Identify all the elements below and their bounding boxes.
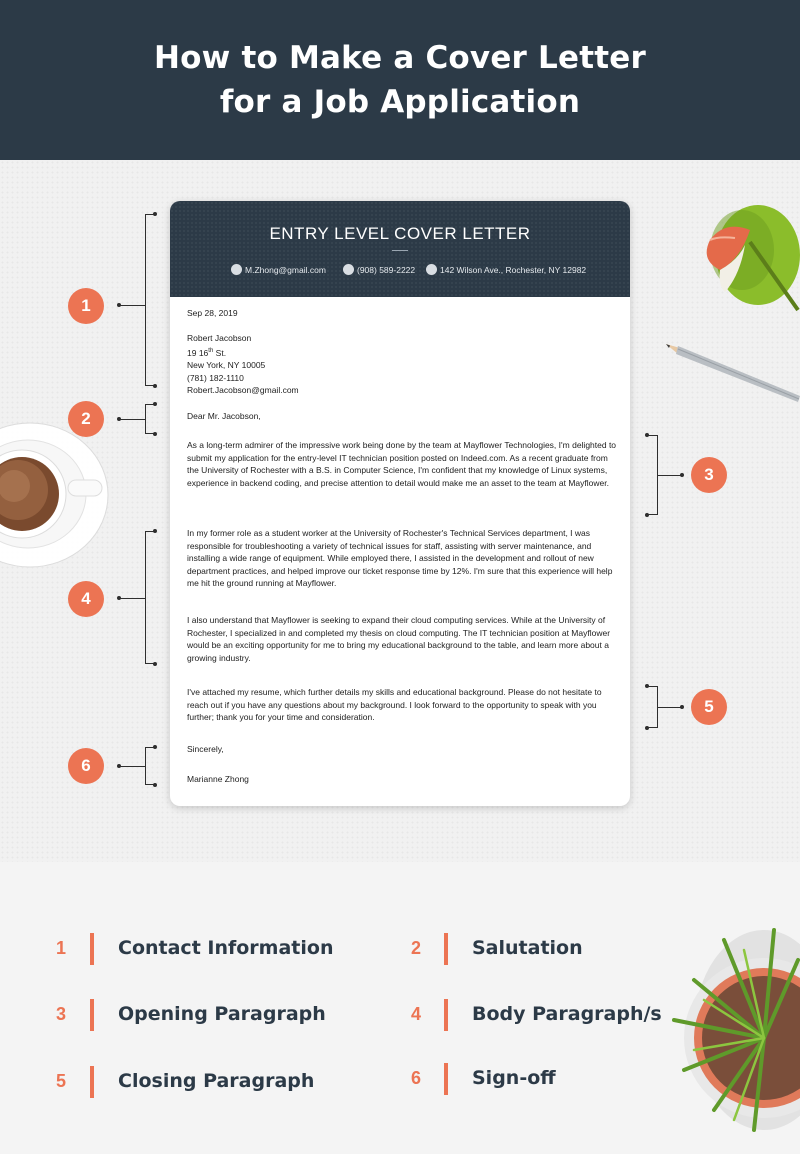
signature: Marianne Zhong [187,774,249,784]
letter-header [170,201,630,297]
contact-address-text: 142 Wilson Ave., Rochester, NY 12982 [440,264,587,275]
bracket-3 [648,435,658,515]
contact-phone [343,264,415,275]
phone-icon [343,264,354,275]
contact-email-text: M.Zhong@gmail.com [245,264,326,275]
badge-1: 1 [68,288,104,324]
recipient-phone: (781) 182-1110 [187,372,244,383]
legend-bar-4 [444,999,448,1031]
contact-row [170,264,630,278]
recipient-block [187,332,617,397]
badge-2: 2 [68,401,104,437]
flower-image [680,200,800,340]
body-paragraph-1: In my former role as a student worker at the University of Rochester's Technical Services department, I was responsible for troubleshooting a variety of technical issues for staff, assisting with server maintenance, and installing a wide range of equipment. While employed there, I assisted in the development and rollout of new department practices, and helped improve our ticket response time by 12%. I'm sure that this experience will help me hit the ground running at Mayflower. [187,528,613,589]
pencil-image [662,336,800,416]
contact-email [231,264,326,275]
legend-num-3: 3 [56,1004,67,1024]
opening-paragraph: As a long-term admirer of the impressive work being done by the team at Mayflower Technologies, I'm delighted to submit my application for the entry-level IT technician position posted on Indeed.com. As a recent graduate from the University of Rochester with a B.S. in Computer Science, I'm confident that my knowledge of Linux systems, experience in backend coding, and precise attention to detail would make me an asset to the team at Mayflower. [187,440,617,488]
contact-phone-text: (908) 589-2222 [357,264,416,275]
legend-label-5: Closing Paragraph [118,1070,315,1092]
bracket-4 [145,531,155,664]
legend-bar-2 [444,933,448,965]
legend-bar-3 [90,999,94,1031]
letter-date: Sep 28, 2019 [187,308,238,318]
legend-label-3: Opening Paragraph [118,1003,326,1025]
legend-num-1: 1 [56,938,67,958]
badge-4: 4 [68,581,104,617]
location-icon [426,264,437,275]
email-icon [231,264,242,275]
legend-num-4: 4 [411,1004,422,1024]
title-divider [392,250,408,251]
recipient-street: 19 16th St. [187,347,227,358]
bracket-5 [648,686,658,728]
legend-label-1: Contact Information [118,937,334,959]
signoff: Sincerely, [187,744,224,754]
bracket-6 [145,747,155,785]
legend-num-6: 6 [411,1068,422,1088]
coffee-cup-image [0,420,112,570]
legend-label-2: Salutation [472,937,583,959]
legend-label-6: Sign-off [472,1067,556,1089]
recipient-city: New York, NY 10005 [187,360,266,371]
legend-bar-6 [444,1063,448,1095]
plant-image [664,920,800,1154]
legend-num-5: 5 [56,1071,67,1091]
contact-address [426,264,586,275]
recipient-email: Robert.Jacobson@gmail.com [187,385,299,396]
letter-title: ENTRY LEVEL COVER LETTER [269,224,531,243]
recipient-name: Robert Jacobson [187,333,252,343]
closing-paragraph: I've attached my resume, which further details my skills and educational background. Please do not hesitate to reach out if you have any questions about my background. I look forward to the opportunity to speak with you further; thank you for your time and consideration. [187,687,602,723]
legend-bar-1 [90,933,94,965]
legend-num-2: 2 [411,938,422,958]
legend-bar-5 [90,1066,94,1098]
badge-3: 3 [691,457,727,493]
bracket-1 [145,214,155,386]
page-header [0,0,800,160]
cover-letter-sample [170,201,630,806]
badge-5: 5 [691,689,727,725]
bracket-2 [145,404,155,434]
page-title-line-1: How to Make a Cover Letter [154,40,646,76]
badge-6: 6 [68,748,104,784]
body-paragraph-2: I also understand that Mayflower is seeking to expand their cloud computing services. While at the University of Rochester, I specialized in and completed my thesis on cloud computing. The IT technician position at Mayflower would be an exciting opportunity for me to bring my educational background to the table, and learn more about a growing industry. [187,615,611,663]
legend-label-4: Body Paragraph/s [472,1003,662,1025]
salutation: Dear Mr. Jacobson, [187,411,261,421]
page-title-line-2: for a Job Application [219,84,581,120]
